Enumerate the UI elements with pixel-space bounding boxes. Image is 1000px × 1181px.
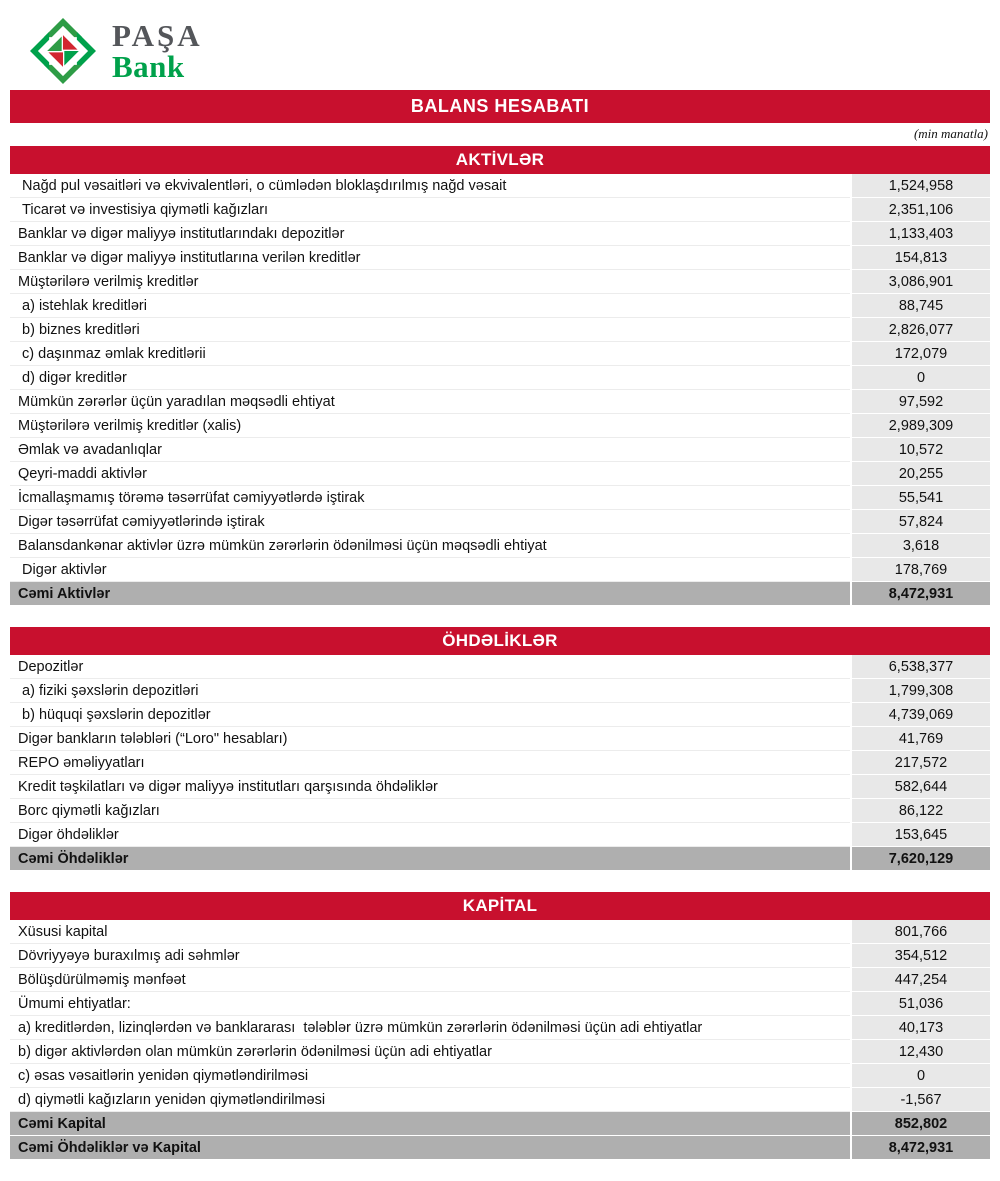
row-value: 0 xyxy=(850,1064,990,1088)
table-row xyxy=(10,438,990,462)
row-label: Bölüşdürülməmiş mənfəət xyxy=(10,968,850,992)
brand-name-bottom: Bank xyxy=(112,49,185,84)
row-value: 57,824 xyxy=(850,510,990,534)
row-value: 1,799,308 xyxy=(850,679,990,703)
row-label: Borc qiymətli kağızları xyxy=(10,799,850,823)
row-value: 6,538,377 xyxy=(850,655,990,679)
table-row xyxy=(10,727,990,751)
table-row xyxy=(10,1040,990,1064)
row-label: c) daşınmaz əmlak kreditlərii xyxy=(10,342,850,366)
table-row xyxy=(10,655,990,679)
row-value: 20,255 xyxy=(850,462,990,486)
row-value: 4,739,069 xyxy=(850,703,990,727)
pasha-bank-logo-icon xyxy=(30,18,96,84)
table-row xyxy=(10,799,990,823)
row-value: 447,254 xyxy=(850,968,990,992)
row-label: Banklar və digər maliyyə institutlarına verilən kreditlər xyxy=(10,246,850,270)
section-header: AKTİVLƏR xyxy=(10,146,990,174)
row-value: 7,620,129 xyxy=(850,847,990,871)
row-label: Cəmi Öhdəliklər xyxy=(10,847,850,871)
table-row xyxy=(10,462,990,486)
brand-header xyxy=(10,0,990,90)
row-label: Digər öhdəliklər xyxy=(10,823,850,847)
section xyxy=(10,892,990,1160)
row-label: Kredit təşkilatları və digər maliyyə institutları qarşısında öhdəliklər xyxy=(10,775,850,799)
row-label: Nağd pul vəsaitləri və ekvivalentləri, o cümlədən bloklaşdırılmış nağd vəsait xyxy=(10,174,850,198)
table-row xyxy=(10,198,990,222)
row-value: 217,572 xyxy=(850,751,990,775)
section xyxy=(10,627,990,871)
total-row xyxy=(10,847,990,871)
row-value: 3,086,901 xyxy=(850,270,990,294)
row-value: 88,745 xyxy=(850,294,990,318)
row-value: 12,430 xyxy=(850,1040,990,1064)
row-label: Digər aktivlər xyxy=(10,558,850,582)
row-value: 40,173 xyxy=(850,1016,990,1040)
row-value: 8,472,931 xyxy=(850,1136,990,1160)
table-row xyxy=(10,510,990,534)
table-row xyxy=(10,534,990,558)
row-label: Müştərilərə verilmiş kreditlər xyxy=(10,270,850,294)
row-label: Cəmi Öhdəliklər və Kapital xyxy=(10,1136,850,1160)
row-value: 2,351,106 xyxy=(850,198,990,222)
row-label: Balansdankənar aktivlər üzrə mümkün zərərlərin ödənilməsi üçün məqsədli ehtiyat xyxy=(10,534,850,558)
brand-name-top: PAŞA xyxy=(112,18,203,53)
row-label: Qeyri-maddi aktivlər xyxy=(10,462,850,486)
row-label: Digər təsərrüfat cəmiyyətlərində iştirak xyxy=(10,510,850,534)
table-row xyxy=(10,222,990,246)
row-value: 2,989,309 xyxy=(850,414,990,438)
table-row xyxy=(10,174,990,198)
table-row xyxy=(10,1016,990,1040)
row-value: 97,592 xyxy=(850,390,990,414)
table-row xyxy=(10,992,990,1016)
row-label: b) biznes kreditləri xyxy=(10,318,850,342)
table-row xyxy=(10,390,990,414)
table-row xyxy=(10,679,990,703)
row-value: 55,541 xyxy=(850,486,990,510)
row-value: 178,769 xyxy=(850,558,990,582)
row-value: 354,512 xyxy=(850,944,990,968)
row-value: 41,769 xyxy=(850,727,990,751)
row-label: d) qiymətli kağızların yenidən qiymətləndirilməsi xyxy=(10,1088,850,1112)
table-row xyxy=(10,823,990,847)
row-label: Digər bankların tələbləri (“Loro" hesabları) xyxy=(10,727,850,751)
total-row xyxy=(10,582,990,606)
row-value: 153,645 xyxy=(850,823,990,847)
section xyxy=(10,146,990,606)
row-label: Xüsusi kapital xyxy=(10,920,850,944)
brand-wordmark xyxy=(112,20,203,82)
row-label: d) digər kreditlər xyxy=(10,366,850,390)
row-label: REPO əməliyyatları xyxy=(10,751,850,775)
table-row xyxy=(10,318,990,342)
table-row xyxy=(10,1088,990,1112)
table-row xyxy=(10,342,990,366)
row-value: -1,567 xyxy=(850,1088,990,1112)
row-value: 8,472,931 xyxy=(850,582,990,606)
row-label: Ticarət və investisiya qiymətli kağızları xyxy=(10,198,850,222)
row-value: 3,618 xyxy=(850,534,990,558)
table-row xyxy=(10,751,990,775)
document-title: BALANS HESABATI xyxy=(10,90,990,123)
row-value: 801,766 xyxy=(850,920,990,944)
row-value: 10,572 xyxy=(850,438,990,462)
section-header: ÖHDƏLİKLƏR xyxy=(10,627,990,655)
row-value: 2,826,077 xyxy=(850,318,990,342)
row-label: a) kreditlərdən, lizinqlərdən və banklararası tələblər üzrə mümkün zərərlərin ödənilməsi üçün adi ehtiyatlar xyxy=(10,1016,850,1040)
row-value: 1,524,958 xyxy=(850,174,990,198)
section-header: KAPİTAL xyxy=(10,892,990,920)
table-row xyxy=(10,1064,990,1088)
row-label: Cəmi Kapital xyxy=(10,1112,850,1136)
table-row xyxy=(10,270,990,294)
row-label: Cəmi Aktivlər xyxy=(10,582,850,606)
row-value: 172,079 xyxy=(850,342,990,366)
row-label: b) digər aktivlərdən olan mümkün zərərlərin ödənilməsi üçün adi ehtiyatlar xyxy=(10,1040,850,1064)
table-row xyxy=(10,246,990,270)
row-value: 582,644 xyxy=(850,775,990,799)
total-row xyxy=(10,1136,990,1160)
row-value: 0 xyxy=(850,366,990,390)
table-row xyxy=(10,968,990,992)
row-value: 154,813 xyxy=(850,246,990,270)
row-label: Ümumi ehtiyatlar: xyxy=(10,992,850,1016)
row-value: 86,122 xyxy=(850,799,990,823)
table-row xyxy=(10,944,990,968)
table-row xyxy=(10,414,990,438)
table-row xyxy=(10,775,990,799)
row-label: a) fiziki şəxslərin depozitləri xyxy=(10,679,850,703)
row-label: İcmallaşmamış törəmə təsərrüfat cəmiyyətlərdə iştirak xyxy=(10,486,850,510)
row-value: 1,133,403 xyxy=(850,222,990,246)
total-row xyxy=(10,1112,990,1136)
row-value: 51,036 xyxy=(850,992,990,1016)
row-label: Mümkün zərərlər üçün yaradılan məqsədli ehtiyat xyxy=(10,390,850,414)
unit-note: (min manatla) xyxy=(913,126,988,141)
table-row xyxy=(10,294,990,318)
sections-container xyxy=(10,146,990,1160)
row-label: Əmlak və avadanlıqlar xyxy=(10,438,850,462)
row-label: Dövriyyəyə buraxılmış adi səhmlər xyxy=(10,944,850,968)
row-label: a) istehlak kreditləri xyxy=(10,294,850,318)
row-label: b) hüquqi şəxslərin depozitlər xyxy=(10,703,850,727)
table-row xyxy=(10,920,990,944)
row-label: Müştərilərə verilmiş kreditlər (xalis) xyxy=(10,414,850,438)
row-value: 852,802 xyxy=(850,1112,990,1136)
table-row xyxy=(10,558,990,582)
table-row xyxy=(10,486,990,510)
row-label: c) əsas vəsaitlərin yenidən qiymətləndirilməsi xyxy=(10,1064,850,1088)
row-label: Banklar və digər maliyyə institutlarındakı depozitlər xyxy=(10,222,850,246)
table-row xyxy=(10,703,990,727)
table-row xyxy=(10,366,990,390)
row-label: Depozitlər xyxy=(10,655,850,679)
